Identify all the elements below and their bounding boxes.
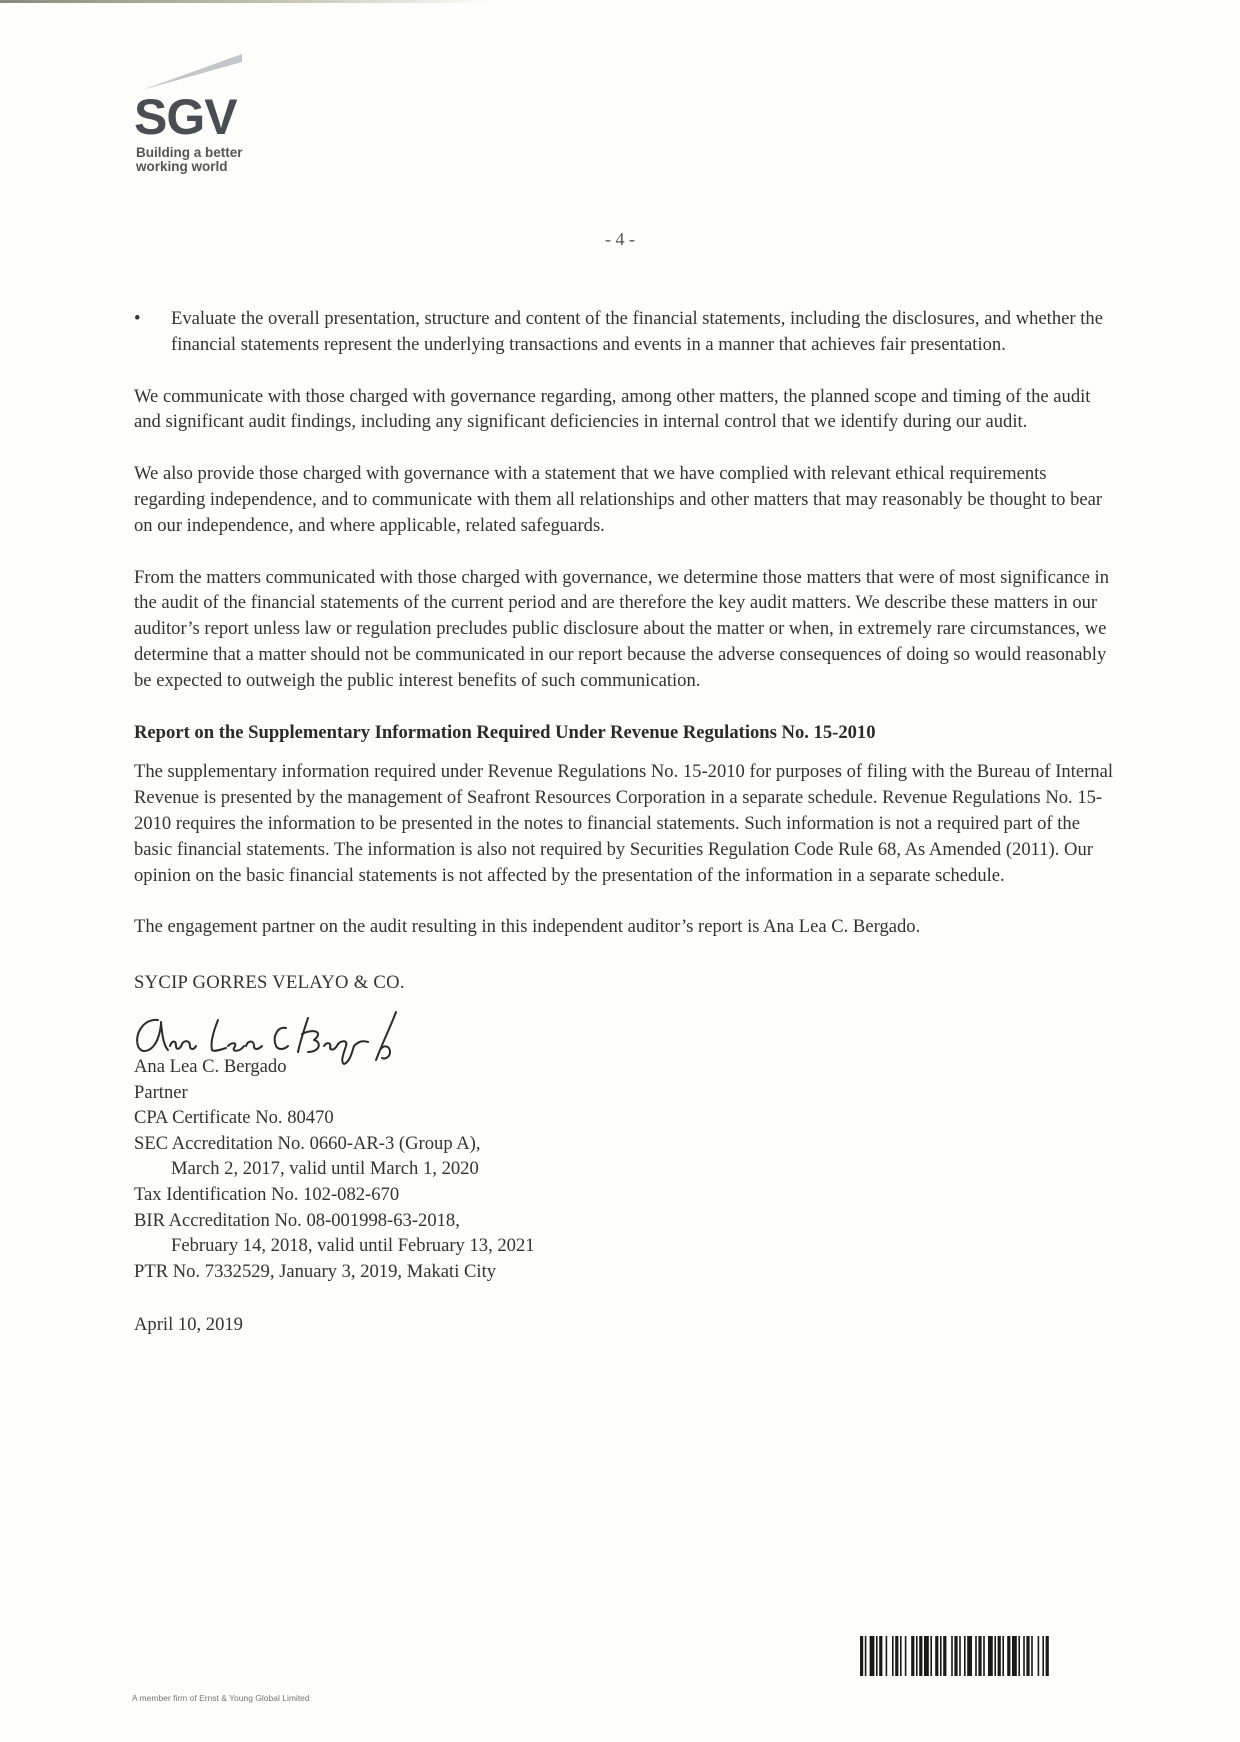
barcode-bar <box>940 1636 942 1676</box>
barcode-bar <box>905 1636 907 1676</box>
barcode-bar <box>1023 1636 1025 1676</box>
bullet-item <box>134 306 1114 358</box>
barcode-bar <box>959 1636 961 1676</box>
section-heading: Report on the Supplementary Information Required Under Revenue Regulations No. 15-2010 <box>134 721 876 743</box>
barcode-bar <box>1012 1636 1017 1676</box>
report-date: April 10, 2019 <box>134 1314 243 1336</box>
barcode-bar <box>998 1636 1001 1676</box>
barcode-bar <box>943 1636 946 1676</box>
key-audit-matters-paragraph: From the matters communicated with those charged with governance, we determine those matters that were of most significance in the audit of the financial statements of the current period and are therefore the key audit matters. We describe these matters in our auditor’s report unless law or regulation precludes public disclosure about the matter or when, in extremely rare circumstances, we determine that a matter should not be communicated in our report because the adverse consequences of doing so would reasonably be expected to outweigh the public interest benefits of such communication. <box>134 566 1110 691</box>
barcode-bar <box>865 1636 867 1676</box>
barcode-bar <box>975 1636 977 1676</box>
firm-name: SYCIP GORRES VELAYO & CO. <box>134 972 405 994</box>
barcode-bar <box>967 1636 972 1676</box>
signatory-details <box>134 1054 1114 1284</box>
page-number: - 4 - <box>605 229 635 249</box>
barcode-bar <box>919 1636 922 1676</box>
barcode-bar <box>1038 1636 1040 1676</box>
barcode-bar <box>1031 1636 1033 1676</box>
logo-beam-icon <box>142 54 242 90</box>
report-body <box>134 306 1114 1364</box>
barcode-bar <box>895 1636 898 1676</box>
sec-accreditation: SEC Accreditation No. 0660-AR-3 (Group A), <box>134 1132 481 1154</box>
barcode-bar <box>1002 1636 1004 1676</box>
logo-tagline: Building a better working world <box>136 145 243 174</box>
supplementary-paragraph: The supplementary information required under Revenue Regulations No. 15-2010 for purposes of filing with the Bureau of Internal Revenue is presented by the management of Seafront Resources Corporation in a separate schedule. Revenue Regulations No. 15-2010 requires the information to be presented in the notes to financial statements. Such information is not a required part of the basic financial statements. The information is also not required by Securities Regulation Code Rule 68, As Amended (2011). Our opinion on the basic financial statements is not affected by the presentation of the information in a separate schedule. <box>134 761 1114 886</box>
bullet-text: Evaluate the overall presentation, structure and content of the financial statements, including the disclosures, and whether the financial statements represent the underlying transactions and events in a manner that achieves fair presentation. <box>171 308 1103 355</box>
barcode-bar <box>886 1636 888 1676</box>
barcode-bar <box>1026 1636 1029 1676</box>
sec-validity: March 2, 2017, valid until March 1, 2020 <box>171 1158 479 1180</box>
signatory-title: Partner <box>134 1081 188 1103</box>
barcode-bar <box>879 1636 882 1676</box>
independence-paragraph: We also provide those charged with governance with a statement that we have complied with relevant ethical requirements regarding independence, and to communicate with them all relationships and other matters that may reasonably be thought to bear on our independence, and where applicable, related safeguards. <box>134 463 1103 536</box>
barcode-bar <box>924 1636 929 1676</box>
barcode-bar <box>988 1636 993 1676</box>
barcode-bar <box>951 1636 953 1676</box>
barcode-bar <box>930 1636 932 1676</box>
bir-accreditation: BIR Accreditation No. 08-001998-63-2018, <box>134 1209 460 1231</box>
sgv-logo <box>134 54 274 184</box>
cpa-certificate: CPA Certificate No. 80470 <box>134 1107 334 1129</box>
barcode-bar <box>994 1636 996 1676</box>
barcode-bar <box>1046 1636 1049 1676</box>
engagement-paragraph: The engagement partner on the audit resulting in this independent auditor’s report is Ana Lea C. Bergado. <box>134 916 921 938</box>
barcode-bar <box>1018 1636 1020 1676</box>
barcode-bar <box>964 1636 966 1676</box>
governance-paragraph: We communicate with those charged with governance regarding, among other matters, the planned scope and timing of the audit and significant audit findings, including any significant deficiencies in internal control that we identify during our audit. <box>134 385 1091 433</box>
barcode-bar <box>916 1636 918 1676</box>
bir-validity: February 14, 2018, valid until February 13, 2021 <box>171 1235 535 1257</box>
barcode-bar <box>876 1636 878 1676</box>
ptr-number: PTR No. 7332529, January 3, 2019, Makati City <box>134 1260 497 1282</box>
barcode-bar <box>1042 1636 1044 1676</box>
footer-note: A member firm of Ernst & Young Global Limited <box>132 1693 310 1703</box>
barcode-bar <box>870 1636 875 1676</box>
tax-identification: Tax Identification No. 102-082-670 <box>134 1183 400 1205</box>
top-edge-line <box>0 0 490 3</box>
barcode-bar <box>1007 1636 1010 1676</box>
barcode-bar <box>935 1636 938 1676</box>
signatory-name: Ana Lea C. Bergado <box>134 1055 287 1077</box>
bullet-icon: • <box>134 308 141 329</box>
barcode-bar <box>892 1636 894 1676</box>
barcode-bar <box>983 1636 985 1676</box>
barcode-bar <box>954 1636 957 1676</box>
barcode-icon <box>860 1636 1115 1676</box>
barcode-bar <box>900 1636 902 1676</box>
logo-wordmark: SGV <box>134 89 237 145</box>
barcode-bar <box>978 1636 981 1676</box>
barcode-bar <box>860 1636 863 1676</box>
barcode-bar <box>911 1636 914 1676</box>
